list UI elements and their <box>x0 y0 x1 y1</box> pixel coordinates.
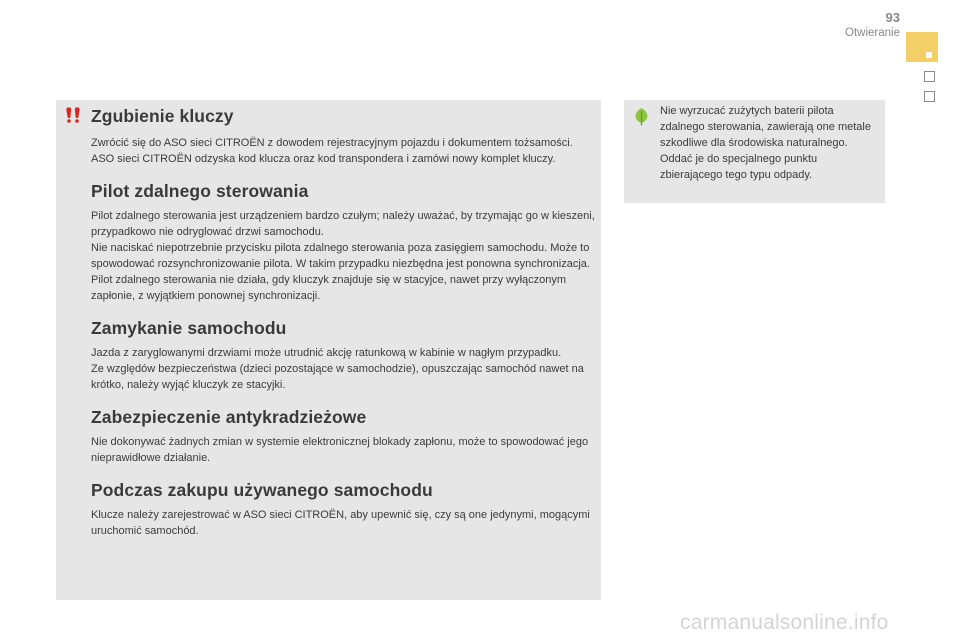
chapter-tab-box <box>924 91 935 102</box>
chapter-title: Otwieranie <box>845 27 900 39</box>
eco-leaf-icon <box>633 107 650 126</box>
eco-note-text: Nie wyrzucać zużytych baterii pilota zdalnego sterowania, zawierają one metale szkodliwe dla środowiska naturalnego. Oddać je do specjalnego punktu zbierającego tego typu odpady. <box>660 105 871 181</box>
warning-exclamation-icon <box>65 106 81 124</box>
paragraph-locking-vehicle: Jazda z zaryglowanymi drzwiami może utrudnić akcję ratunkową w kabinie w nagłym przypadku. Ze względów bezpieczeństwa (dzieci pozostające w samochodzie), opuszczając samochód nawet na krótko, należy wyjąć kluczyk ze stacyjki. <box>91 347 584 391</box>
paragraph-lost-keys: Zwrócić się do ASO sieci CITROËN z dowodem rejestracyjnym pojazdu i dokumentem tożsamości. ASO sieci CITROËN odzyska kod klucza oraz kod transpondera i zamówi nowy komplet kluczy. <box>91 137 573 165</box>
site-watermark: carmanualsonline.info <box>680 611 889 634</box>
heading-locking-vehicle: Zamykanie samochodu <box>91 318 287 338</box>
chapter-tab-box <box>924 71 935 82</box>
warning-content <box>91 106 601 539</box>
heading-used-car: Podczas zakupu używanego samochodu <box>91 480 433 500</box>
chapter-tab-marker <box>906 32 938 62</box>
heading-lost-keys: Zgubienie kluczy <box>91 106 234 126</box>
paragraph-anti-theft: Nie dokonywać żadnych zmian w systemie elektronicznej blokady zapłonu, może to spowodować jego nieprawidłowe działanie. <box>91 436 589 464</box>
heading-remote-control: Pilot zdalnego sterowania <box>91 181 309 201</box>
paragraph-used-car: Klucze należy zarejestrować w ASO sieci CITROËN, aby upewnić się, czy są one jedynymi, mogącymi uruchomić samochód. <box>91 509 590 537</box>
paragraph-remote-control: Pilot zdalnego sterowania jest urządzeniem bardzo czułym; należy uważać, by trzymając go w kieszeni, przypadkowo nie odryglować drzwi samochodu. Nie naciskać niepotrzebnie przycisku pilota zdalnego sterowania poza zasięgiem samochodu. Może to spowodować rozsynchronizowanie pilota. W takim przypadku niezbędna jest ponowna synchronizacja. Pilot zdalnego sterowania nie działa, gdy kluczyk znajduje się w stacyjce, nawet przy wyłączonym zapłonie, z wyjątkiem ponownej synchronizacji. <box>91 210 595 302</box>
page-number: 93 <box>885 10 900 25</box>
heading-anti-theft: Zabezpieczenie antykradzieżowe <box>91 407 367 427</box>
